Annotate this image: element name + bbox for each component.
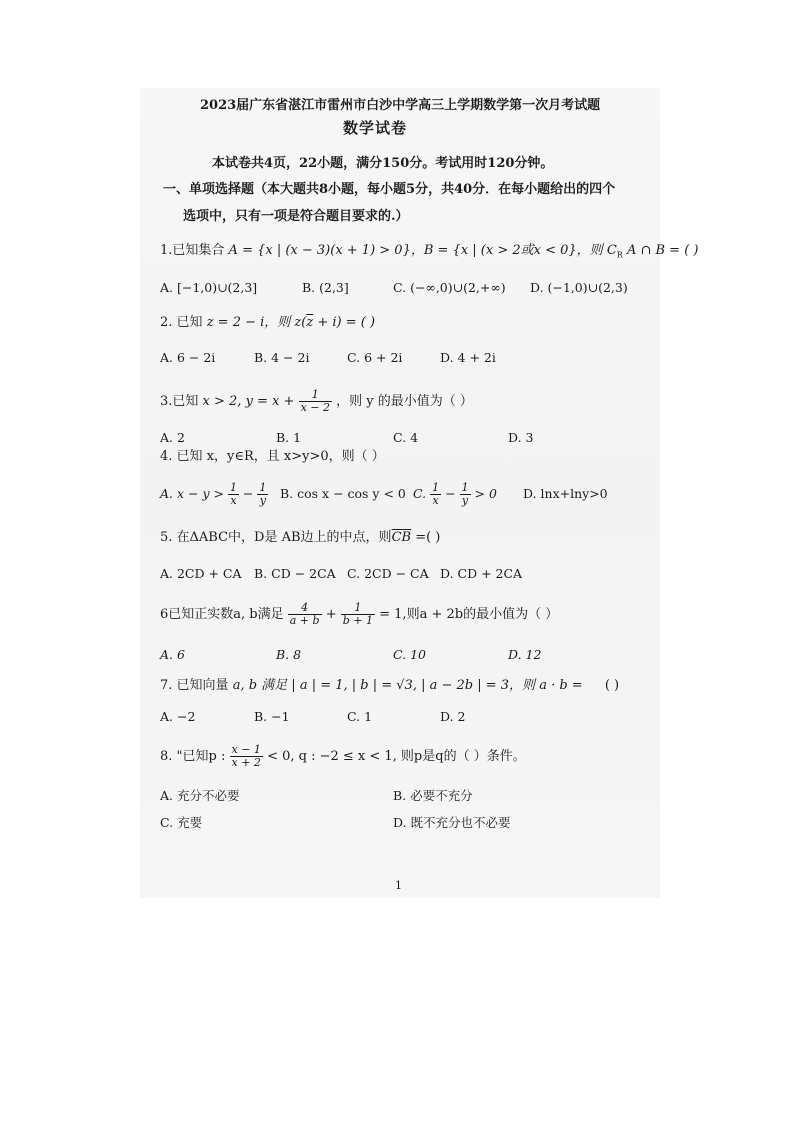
- question-8-stem: 8. "已知p : $\frac{x - 1}{x + 2}$ < 0, q : −2 ≤ x < 1, 则p是q的（ ）条件。: [160, 743, 526, 769]
- exam-subtitle: 数学试卷: [343, 119, 408, 137]
- question-3-option-d: D. 3: [508, 430, 534, 445]
- question-5-option-b: B. CD − 2CA: [254, 566, 336, 581]
- question-7-stem: 7. 已知向量 a, b 满足 | a | = 1, | b | = √3, | a − 2b | = 3，则 a · b = ( ): [160, 678, 620, 693]
- question-8-option-a: A. 充分不必要: [160, 788, 240, 803]
- question-4-option-c: C. $\frac{1}{x}$ − $\frac{1}{y}$ > 0: [413, 481, 497, 507]
- question-6-option-d: D. 12: [508, 647, 542, 662]
- question-4-option-a: A. x − y > $\frac{1}{x}$ − $\frac{1}{y}$: [160, 481, 267, 507]
- section-heading-line2: 选项中，只有一项是符合题目要求的.）: [183, 209, 409, 224]
- question-1-option-c: C. (−∞,0)∪(2,+∞): [393, 280, 506, 295]
- question-4-option-b: B. cos x − cos y < 0: [280, 486, 406, 501]
- question-1-stem: 1.已知集合 A = {x | (x − 3)(x + 1) > 0}，B = {x | (x > 2或x < 0}，则 $C_R$ A ∩ B = ( ): [160, 243, 699, 260]
- question-6-option-a: A. 6: [160, 647, 185, 662]
- question-3-option-a: A. 2: [160, 430, 185, 445]
- question-2-option-a: A. 6 − 2i: [160, 350, 216, 365]
- question-4-stem: 4. 已知 x，y∈R，且 x>y>0，则（ ）: [160, 449, 385, 464]
- question-8-option-c: C. 充要: [160, 815, 203, 830]
- question-3-fraction: $\frac{1}{x - 2}$: [300, 388, 330, 414]
- question-6-option-c: C. 10: [393, 647, 426, 662]
- question-5-option-d: D. CD + 2CA: [440, 566, 523, 581]
- question-3-option-b: B. 1: [276, 430, 302, 445]
- question-5-stem: 5. 在ΔABC中，D是 AB边上的中点，则$\overline{CB}$ =( ): [160, 530, 441, 545]
- exam-info: 本试卷共4页，22小题，满分150分。考试用时120分钟。: [212, 156, 554, 171]
- question-7-option-a: A. −2: [160, 709, 196, 724]
- question-3-stem: 3.已知 x > 2, y = x + $\frac{1}{x - 2}$ ，则 y 的最小值为（ ）: [160, 388, 473, 414]
- question-7-option-d: D. 2: [440, 709, 466, 724]
- question-2-stem: 2. 已知 z = 2 − i，则 $z(\overline{z} + i)$ = ( ): [160, 315, 376, 330]
- exam-title: 2023届广东省湛江市雷州市白沙中学高三上学期数学第一次月考试题: [200, 98, 601, 113]
- question-1-option-d: D. (−1,0)∪(2,3): [530, 280, 628, 295]
- question-2-option-c: C. 6 + 2i: [347, 350, 403, 365]
- question-6-option-b: B. 8: [276, 647, 302, 662]
- question-5-option-a: A. 2CD + CA: [160, 566, 242, 581]
- question-2-option-d: D. 4 + 2i: [440, 350, 496, 365]
- page-number: 1: [395, 879, 402, 892]
- question-5-option-c: C. 2CD − CA: [347, 566, 429, 581]
- question-6-stem: 6已知正实数a, b满足 $\frac{4}{a + b}$ + $\frac{1}{b + 1}$ = 1,则a + 2b的最小值为（ ）: [160, 601, 559, 627]
- question-1-option-b: B. (2,3]: [302, 280, 349, 295]
- question-8-option-b: B. 必要不充分: [393, 788, 473, 803]
- question-7-option-c: C. 1: [347, 709, 373, 724]
- question-7-option-b: B. −1: [254, 709, 290, 724]
- question-3-option-c: C. 4: [393, 430, 419, 445]
- question-8-option-d: D. 既不充分也不必要: [393, 815, 511, 830]
- section-heading-line1: 一、单项选择题（本大题共8小题，每小题5分，共40分．在每小题给出的四个: [163, 182, 616, 197]
- question-1-option-a: A. [−1,0)∪(2,3]: [160, 280, 258, 295]
- question-4-option-d: D. lnx+lny>0: [523, 486, 608, 501]
- question-2-option-b: B. 4 − 2i: [254, 350, 310, 365]
